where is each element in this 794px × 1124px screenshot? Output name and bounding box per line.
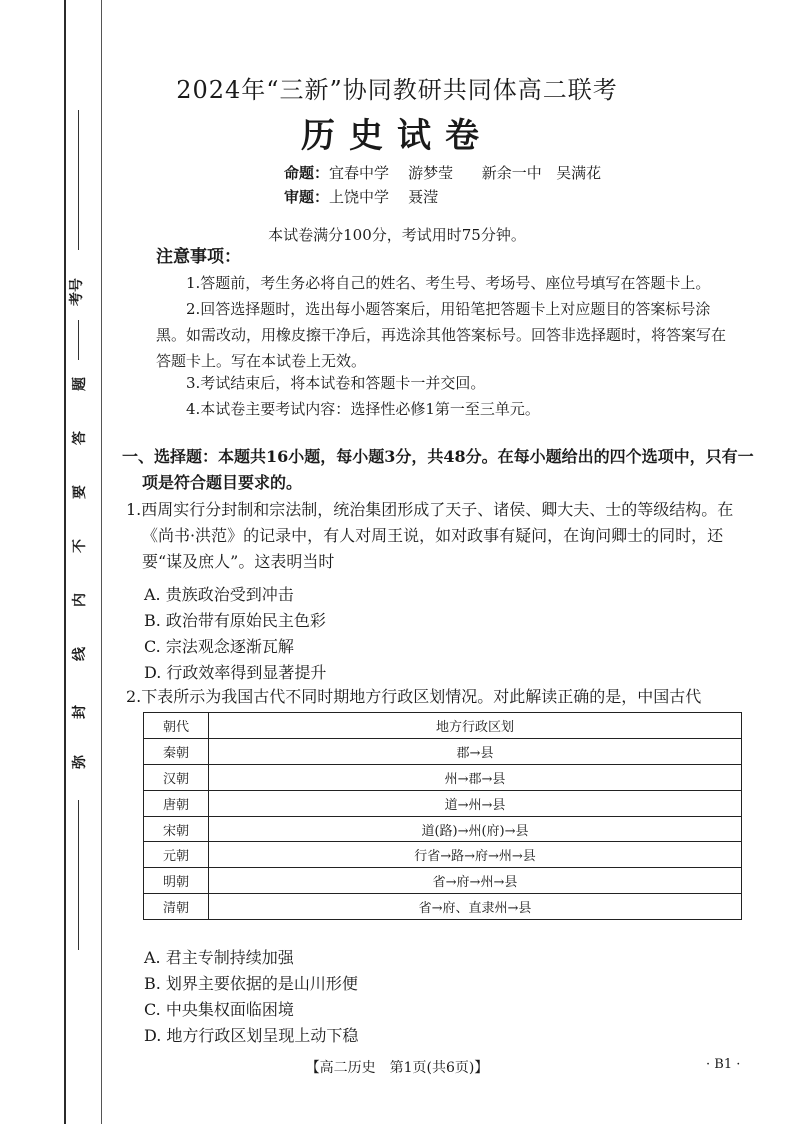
section-heading: 一、选择题：本题共16小题，每小题3分，共48分。在每小题给出的四个选项中，只有一项是符合题目要求的。	[122, 447, 754, 492]
notice-item: 1.答题前，考生务必将自己的姓名、考生号、考场号、座位号填写在答题卡上。	[186, 274, 711, 292]
sealing-margin	[58, 0, 98, 1124]
exam-title: 2024年“三新”协同教研共同体高二联考	[176, 76, 618, 104]
question-2-option-d: D. 地方行政区划呈现上动下稳	[144, 1026, 359, 1045]
sealing-char: 不	[72, 539, 88, 553]
setter-1-school: 宜春中学	[329, 164, 390, 182]
dynasty-cell: 宋朝	[144, 816, 209, 842]
table-row	[144, 842, 742, 868]
dynasty-cell: 清朝	[144, 894, 209, 920]
question-1-option-d: D. 行政效率得到显著提升	[144, 663, 327, 682]
division-cell: 州→郡→县	[209, 764, 742, 790]
question-2-stem: 2.下表所示为我国古代不同时期地方行政区划情况。对此解读正确的是，中国古代	[126, 687, 702, 706]
margin-rule	[78, 800, 79, 950]
notice-item: 3.考试结束后，将本试卷和答题卡一并交回。	[186, 374, 486, 392]
question-2-option-b: B. 划界主要依据的是山川形便	[144, 974, 358, 993]
paper-code: · B1 ·	[706, 1057, 741, 1072]
question-1-option-b: B. 政治带有原始民主色彩	[144, 611, 326, 630]
table-row	[144, 790, 742, 816]
sealing-char: 内	[72, 593, 88, 607]
table-row	[144, 868, 742, 894]
sealing-char: 弥	[72, 755, 88, 769]
table-header-cell: 地方行政区划	[209, 713, 742, 739]
setter-2-school: 新余一中	[481, 164, 542, 182]
exam-no-label: 考号	[69, 278, 85, 306]
division-cell: 道→州→县	[209, 790, 742, 816]
dynasty-cell: 汉朝	[144, 764, 209, 790]
sealing-char: 线	[72, 647, 88, 661]
notice-item: 2.回答选择题时，选出每小题答案后，用铅笔把答题卡上对应题目的答案标号涂黑。如需改动，用橡皮擦干净后，再选涂其他答案标号。回答非选择题时，将答案写在答题卡上。写在本试卷上无效。	[156, 300, 727, 370]
setters-line	[284, 162, 601, 183]
reviewer-label: 审题：	[284, 188, 330, 206]
table-header-row	[144, 713, 742, 739]
reviewer-name: 聂滢	[408, 188, 439, 206]
notice-title: 注意事项：	[156, 247, 241, 267]
dynasty-cell: 明朝	[144, 868, 209, 894]
table-row	[144, 764, 742, 790]
division-cell: 行省→路→府→州→县	[209, 842, 742, 868]
dynasty-cell: 元朝	[144, 842, 209, 868]
table-row	[144, 894, 742, 920]
question-2-option-c: C. 中央集权面临困境	[144, 1000, 294, 1019]
margin-rule	[78, 320, 79, 360]
table-header-cell: 朝代	[144, 713, 209, 739]
reviewer-school: 上饶中学	[329, 188, 390, 206]
sealing-char: 答	[72, 431, 88, 445]
question-1-option-a: A. 贵族政治受到冲击	[144, 585, 294, 604]
reviewer-line	[284, 186, 438, 207]
division-cell: 道(路)→州(府)→县	[209, 816, 742, 842]
setter-2-name: 吴满花	[556, 164, 602, 182]
division-cell: 省→府→州→县	[209, 868, 742, 894]
exam-info: 本试卷满分100分，考试用时75分钟。	[268, 226, 526, 244]
dynasty-cell: 秦朝	[144, 738, 209, 764]
division-cell: 省→府、直隶州→县	[209, 894, 742, 920]
table-row	[144, 738, 742, 764]
setter-1-name: 游梦莹	[408, 164, 454, 182]
binding-edge-line-inner	[101, 0, 102, 1124]
region-table	[143, 712, 742, 920]
dynasty-cell: 唐朝	[144, 790, 209, 816]
sealing-char: 要	[72, 485, 88, 499]
page-footer: 【高二历史 第1页(共6页)】	[305, 1060, 489, 1076]
table-row	[144, 816, 742, 842]
sealing-char: 封	[72, 705, 88, 719]
question-2-option-a: A. 君主专制持续加强	[144, 948, 294, 967]
division-cell: 郡→县	[209, 738, 742, 764]
notice-item: 4.本试卷主要考试内容：选择性必修1第一至三单元。	[186, 400, 540, 418]
setters-label: 命题：	[284, 164, 330, 182]
question-1-stem: 1.西周实行分封制和宗法制，统治集团形成了天子、诸侯、卿大夫、士的等级结构。在《尚书·洪范》的记录中，有人对周王说，如对政事有疑问，在询问卿士的同时，还要“谋及庶人”。这表明当时	[126, 500, 734, 571]
sealing-char: 题	[72, 377, 88, 391]
subject-title: 历史试卷	[301, 116, 493, 156]
question-1-option-c: C. 宗法观念逐渐瓦解	[144, 637, 294, 656]
